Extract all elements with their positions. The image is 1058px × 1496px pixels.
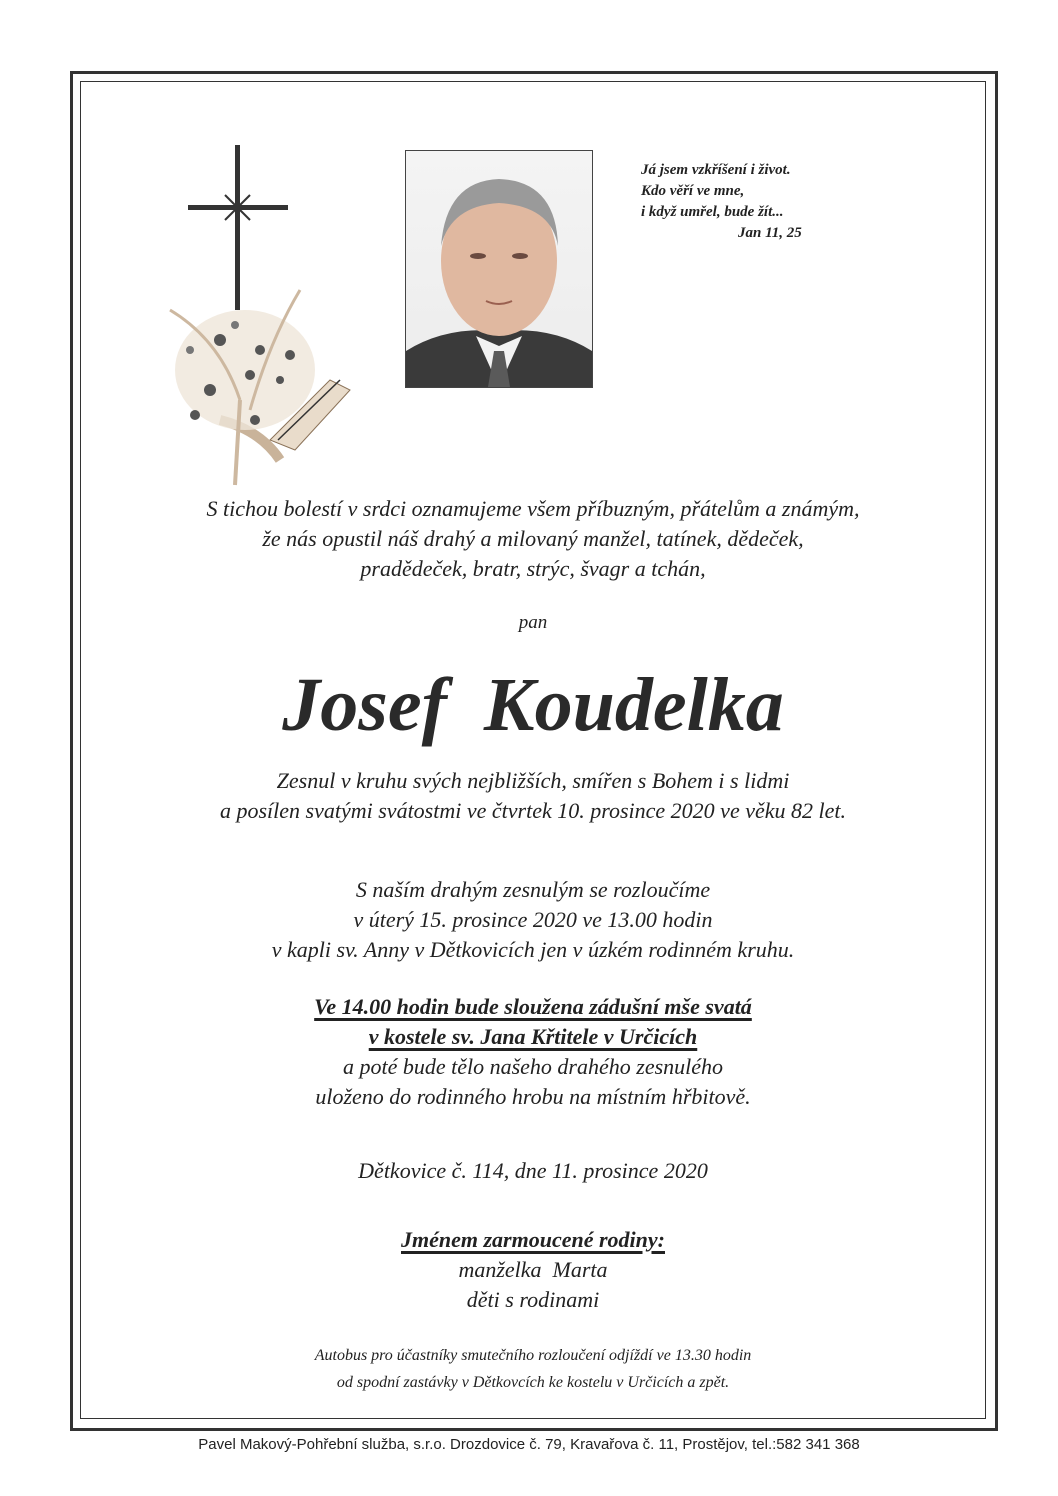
announcement-paragraph [82,494,984,584]
family-section [82,1225,984,1315]
family-member: děti s rodinami [466,1287,600,1312]
announcement-line: S tichou bolestí v srdci oznamujeme všem příbuzným, přátelům a známým, [206,496,860,521]
family-heading: Jménem zarmoucené rodiny: [401,1227,665,1252]
flower-bouquet-icon [170,290,315,485]
funeral-service-footer: Pavel Makový-Pohřební služba, s.r.o. Drozdovice č. 79, Kravařova č. 11, Prostějov, tel.:582 341 368 [198,1436,860,1453]
verse-line: Já jsem vzkříšení i život. [641,162,791,178]
portrait-photo [405,150,593,388]
bus-note [82,1342,984,1396]
mass-underlined-line: v kostele sv. Jana Křtitele v Určicích [368,1024,698,1049]
cross-icon [188,145,288,310]
death-info-line: a posílen svatými svátostmi ve čtvrtek 10. prosince 2020 ve věku 82 let. [219,798,846,823]
verse-line: Kdo věří ve mne, [641,183,745,199]
farewell-line: S naším drahým zesnulým se rozloučíme [355,877,711,902]
announcement-line: že nás opustil náš drahý a milovaný manžel, tatínek, dědeček, [262,526,804,551]
mass-line: uloženo do rodinného hrobu na místním hřbitově. [315,1084,751,1109]
verse-reference: Jan 11, 25 [738,225,802,241]
verse-line: i když umřel, bude žít... [641,204,784,220]
bus-note-line: od spodní zastávky v Dětkovcích ke kostelu v Určicích a zpět. [336,1374,730,1391]
announcement-line: pradědeček, bratr, strýc, švagr a tchán, [360,556,706,581]
mass-paragraph [82,992,984,1112]
portrait-figure [406,151,592,387]
farewell-line: v úterý 15. prosince 2020 ve 13.00 hodin [353,907,713,932]
family-member: manželka Marta [458,1257,608,1282]
decoration [150,140,380,490]
death-info-paragraph [82,766,984,826]
bible-verse [641,160,802,244]
deceased-name: Josef Koudelka [282,663,784,747]
mass-line: a poté bude tělo našeho drahého zesnulého [342,1054,724,1079]
farewell-line: v kapli sv. Anny v Dětkovicích jen v úzkém rodinném kruhu. [271,937,795,962]
mass-underlined-line: Ve 14.00 hodin bude sloužena zádušní mše svatá [314,994,752,1019]
place-date: Dětkovice č. 114, dne 11. prosince 2020 [358,1158,708,1183]
bus-note-line: Autobus pro účastníky smutečního rozloučení odjíždí ve 13.30 hodin [314,1347,752,1364]
title-prefix: pan [518,612,548,633]
farewell-paragraph [82,875,984,965]
death-info-line: Zesnul v kruhu svých nejbližších, smířen s Bohem i s lidmi [276,768,790,793]
